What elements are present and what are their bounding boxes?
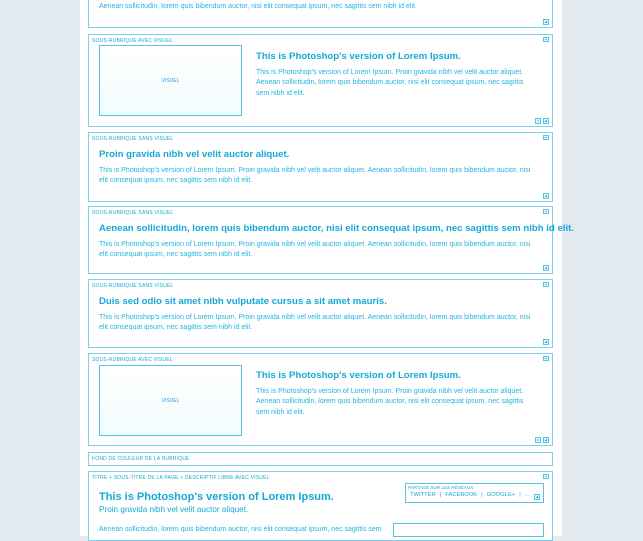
page-subtitle: Proin gravida nibh vel velit auctor aliquet. xyxy=(99,505,249,514)
section-background-color-block xyxy=(88,452,553,466)
block-body-text: This is Photoshop's version of Lorem Ipsum. Proin gravida nibh vel velit auctor aliquet. Aenean sollicitudin, lorem quis bibendum auctor, nisi elit consequat ipsum, nec sagittis sem nibh id elit. xyxy=(99,241,531,259)
share-title: PARTAGE SUR LES RÉSEAUX xyxy=(408,485,474,490)
edit-tag-icon[interactable] xyxy=(543,356,549,361)
share-links xyxy=(410,492,530,498)
block-body-text: Aenean sollicitudin, lorem quis bibendum auctor, nisi elit consequat ipsum, nec sagittis sem nibh id elit. xyxy=(99,3,417,10)
expand-plus-icon[interactable] xyxy=(543,437,549,443)
subsection-with-visual xyxy=(88,353,553,446)
page-title: This is Photoshop's version of Lorem Ipsum. xyxy=(99,491,334,503)
edit-tag-icon[interactable] xyxy=(543,474,549,479)
separator: | xyxy=(481,492,483,498)
expand-plus-icon[interactable] xyxy=(543,265,549,271)
block-title: Proin gravida nibh vel velit auctor aliquet. xyxy=(99,149,290,160)
header-visual-placeholder xyxy=(393,523,544,537)
edit-tag-icon[interactable] xyxy=(543,37,549,42)
block-type-label: SOUS-RUBRIQUE SANS VISUEL xyxy=(92,210,174,216)
block-title: This is Photoshop's version of Lorem Ipsum. xyxy=(256,51,461,62)
expand-plus-icon[interactable] xyxy=(543,339,549,345)
block-type-label: TITRE + SOUS-TITRE DE LA PAGE + DESCRIPTIF LIBRE AVEC VISUEL xyxy=(92,475,270,481)
page-description: Aenean sollicitudin, lorem quis bibendum auctor, nisi elit consequat ipsum, nec sagittis sem xyxy=(99,526,382,533)
block-type-label: SOUS-RUBRIQUE SANS VISUEL xyxy=(92,136,174,142)
edit-tag-icon[interactable] xyxy=(543,135,549,140)
block-body-text: This is Photoshop's version of Lorem Ipsum. Proin gravida nibh vel velit auctor aliquet. Aenean sollicitudin, lorem quis bibendum auctor, nisi elit consequat ipsum, nec sagittis sem nibh id elit. xyxy=(256,388,524,416)
block-type-label: FOND DE COULEUR DE LA RUBRIQUE xyxy=(92,456,190,462)
visual-placeholder xyxy=(99,45,242,116)
subsection-without-visual xyxy=(88,132,553,202)
subsection-without-visual xyxy=(88,279,553,348)
separator: | xyxy=(439,492,442,498)
block-title: Aenean sollicitudin, lorem quis bibendum auctor, nisi elit consequat ipsum, nec sagittis sem nibh id elit. xyxy=(99,223,574,234)
image-icon[interactable] xyxy=(535,118,541,124)
share-plus-icon[interactable] xyxy=(534,494,540,500)
subsection-without-visual xyxy=(88,206,574,274)
edit-tag-icon[interactable] xyxy=(543,282,549,287)
expand-plus-icon[interactable] xyxy=(543,193,549,199)
block-type-label: SOUS-RUBRIQUE AVEC VISUEL xyxy=(92,38,173,44)
block-title: Duis sed odio sit amet nibh vulputate cursus a sit amet mauris. xyxy=(99,296,387,307)
more-share-link[interactable]: ... xyxy=(524,492,530,498)
visual-label: VISUEL xyxy=(161,397,180,404)
content-block-partial xyxy=(88,0,553,28)
visual-placeholder xyxy=(99,365,242,436)
block-body-text: This is Photoshop's version of Lorem Ipsum. Proin gravida nibh vel velit auctor aliquet. Aenean sollicitudin, lorem quis bibendum auctor, nisi elit consequat ipsum, nec sagittis sem nibh id elit. xyxy=(99,314,531,332)
expand-plus-icon[interactable] xyxy=(543,19,549,25)
separator: | xyxy=(519,492,521,498)
expand-plus-icon[interactable] xyxy=(543,118,549,124)
block-body-text: This is Photoshop's version of Lorem Ipsum. Proin gravida nibh vel velit auctor aliquet. Aenean sollicitudin, lorem quis bibendum auctor, nisi elit consequat ipsum, nec sagittis sem nibh id elit. xyxy=(256,69,524,97)
block-body-text: This is Photoshop's version of Lorem Ipsum. Proin gravida nibh vel velit auctor aliquet. Aenean sollicitudin, lorem quis bibendum auctor, nisi elit consequat ipsum, nec sagittis sem nibh id elit. xyxy=(99,167,531,185)
twitter-link[interactable]: TWITTER xyxy=(410,492,436,498)
visual-label: VISUEL xyxy=(161,77,180,84)
facebook-link[interactable]: FACEBOOK xyxy=(445,492,478,498)
image-icon[interactable] xyxy=(535,437,541,443)
google-plus-link[interactable]: GOOGLE+ xyxy=(486,492,516,498)
subsection-with-visual xyxy=(88,34,553,127)
block-title: This is Photoshop's version of Lorem Ipsum. xyxy=(256,370,461,381)
social-share-box xyxy=(405,483,544,503)
edit-tag-icon[interactable] xyxy=(543,209,549,214)
block-type-label: SOUS-RUBRIQUE SANS VISUEL xyxy=(92,283,174,289)
block-type-label: SOUS-RUBRIQUE AVEC VISUEL xyxy=(92,357,173,363)
